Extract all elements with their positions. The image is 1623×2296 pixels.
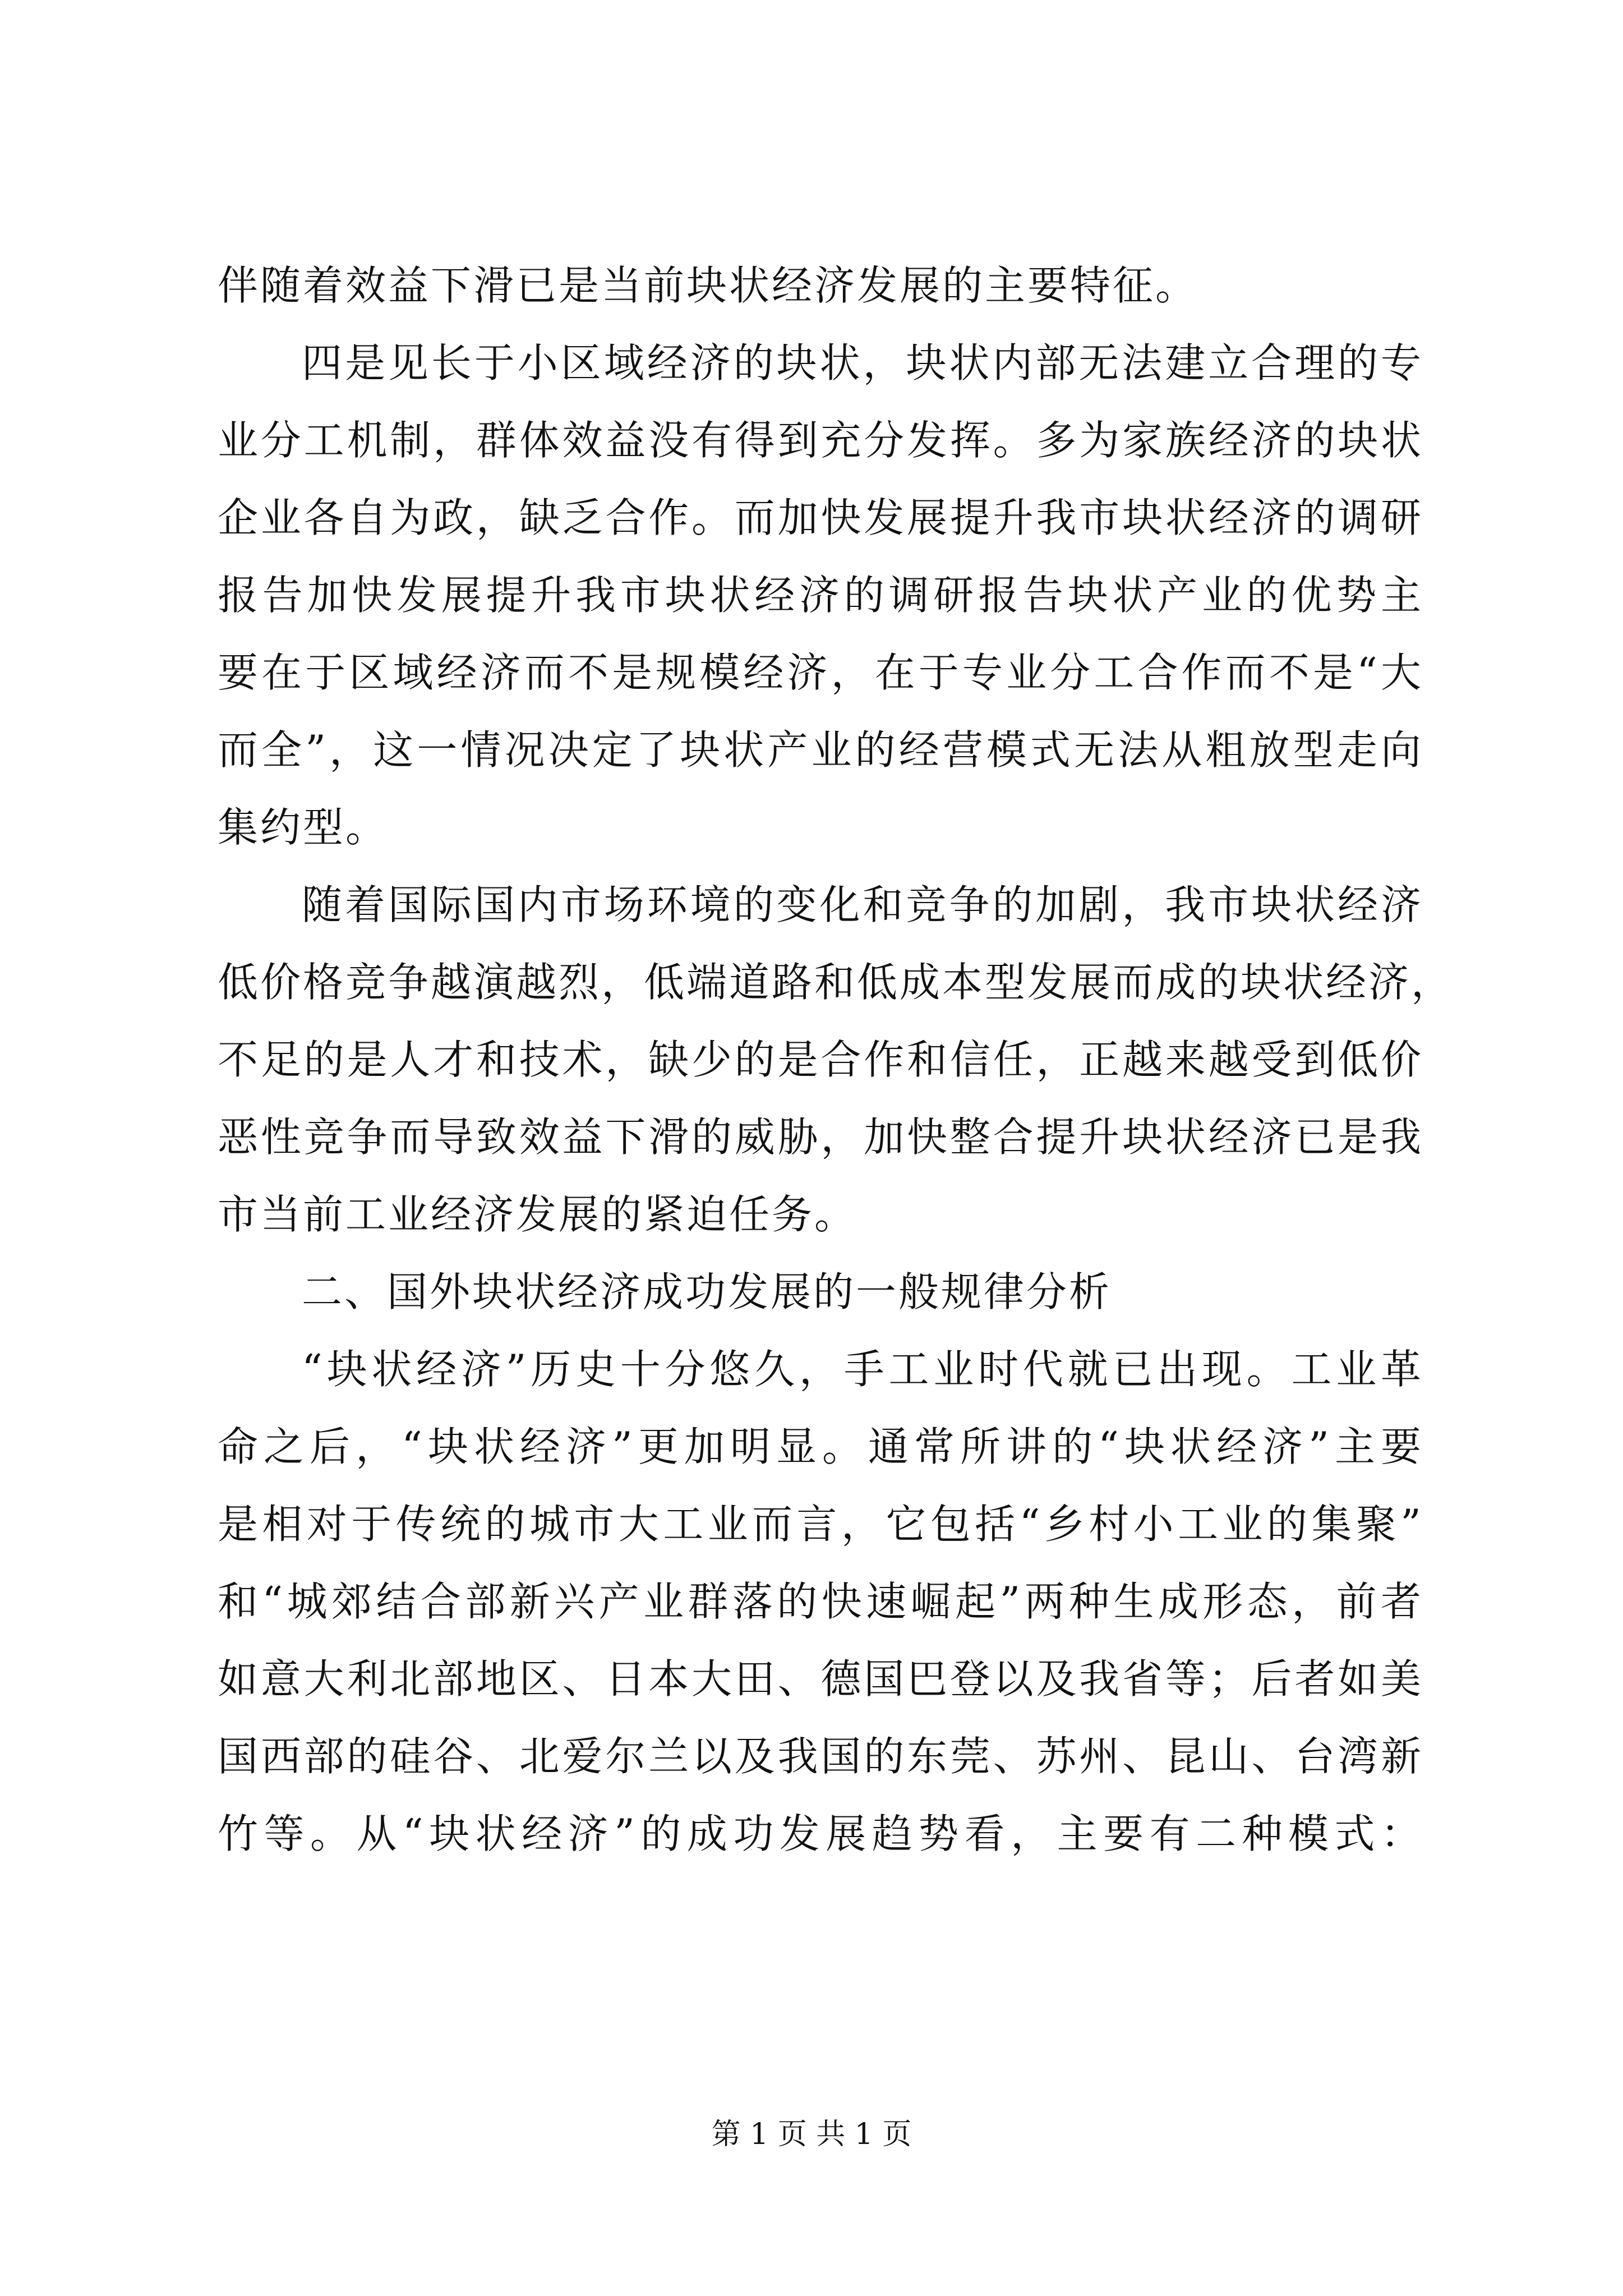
paragraph-start-line: “块状经济”历史十分悠久，手工业时代就已出现。工业革 bbox=[302, 1346, 1423, 1393]
text-line: 命之后，“块状经济”更加明显。通常所讲的“块状经济”主要 bbox=[218, 1423, 1423, 1470]
body-text bbox=[218, 247, 1454, 1872]
text-line: 不足的是人才和技术，缺少的是合作和信任，正越来越受到低价 bbox=[218, 1036, 1423, 1083]
paragraph-start-line: 四是见长于小区域经济的块状，块状内部无法建立合理的专 bbox=[302, 339, 1423, 386]
text-line: 伴随着效益下滑已是当前块状经济发展的主要特征。 bbox=[218, 262, 1198, 309]
text-line: 企业各自为政，缺乏合作。而加快发展提升我市块状经济的调研 bbox=[218, 494, 1423, 541]
text-line: 低价格竞争越演越烈，低端道路和低成本型发展而成的块状经济， bbox=[218, 959, 1454, 1006]
text-line: 恶性竞争而导致效益下滑的威胁，加快整合提升块状经济已是我 bbox=[218, 1114, 1423, 1161]
page-number-footer: 第 1 页 共 1 页 bbox=[711, 2118, 912, 2151]
paragraph-start-line: 随着国际国内市场环境的变化和竞争的加剧，我市块状经济 bbox=[302, 881, 1423, 928]
text-line: 国西部的硅谷、北爱尔兰以及我国的东莞、苏州、昆山、台湾新 bbox=[218, 1733, 1423, 1780]
text-line: 竹等。从“块状经济”的成功发展趋势看，主要有二种模式： bbox=[218, 1810, 1423, 1857]
section-heading: 二、国外块状经济成功发展的一般规律分析 bbox=[302, 1268, 1112, 1315]
text-line: 要在于区域经济而不是规模经济，在于专业分工合作而不是“大 bbox=[218, 649, 1423, 696]
text-line: 是相对于传统的城市大工业而言，它包括“乡村小工业的集聚” bbox=[218, 1501, 1423, 1548]
text-line: 集约型。 bbox=[218, 804, 389, 851]
text-line: 如意大利北部地区、日本大田、德国巴登以及我省等；后者如美 bbox=[218, 1655, 1423, 1703]
text-line: 市当前工业经济发展的紧迫任务。 bbox=[218, 1191, 857, 1238]
text-line: 报告加快发展提升我市块状经济的调研报告块状产业的优势主 bbox=[218, 572, 1423, 619]
text-line: 和“城郊结合部新兴产业群落的快速崛起”两种生成形态，前者 bbox=[218, 1578, 1423, 1625]
text-line: 业分工机制，群体效益没有得到充分发挥。多为家族经济的块状 bbox=[218, 417, 1423, 464]
text-line: 而全”，这一情况决定了块状产业的经营模式无法从粗放型走向 bbox=[218, 726, 1423, 774]
